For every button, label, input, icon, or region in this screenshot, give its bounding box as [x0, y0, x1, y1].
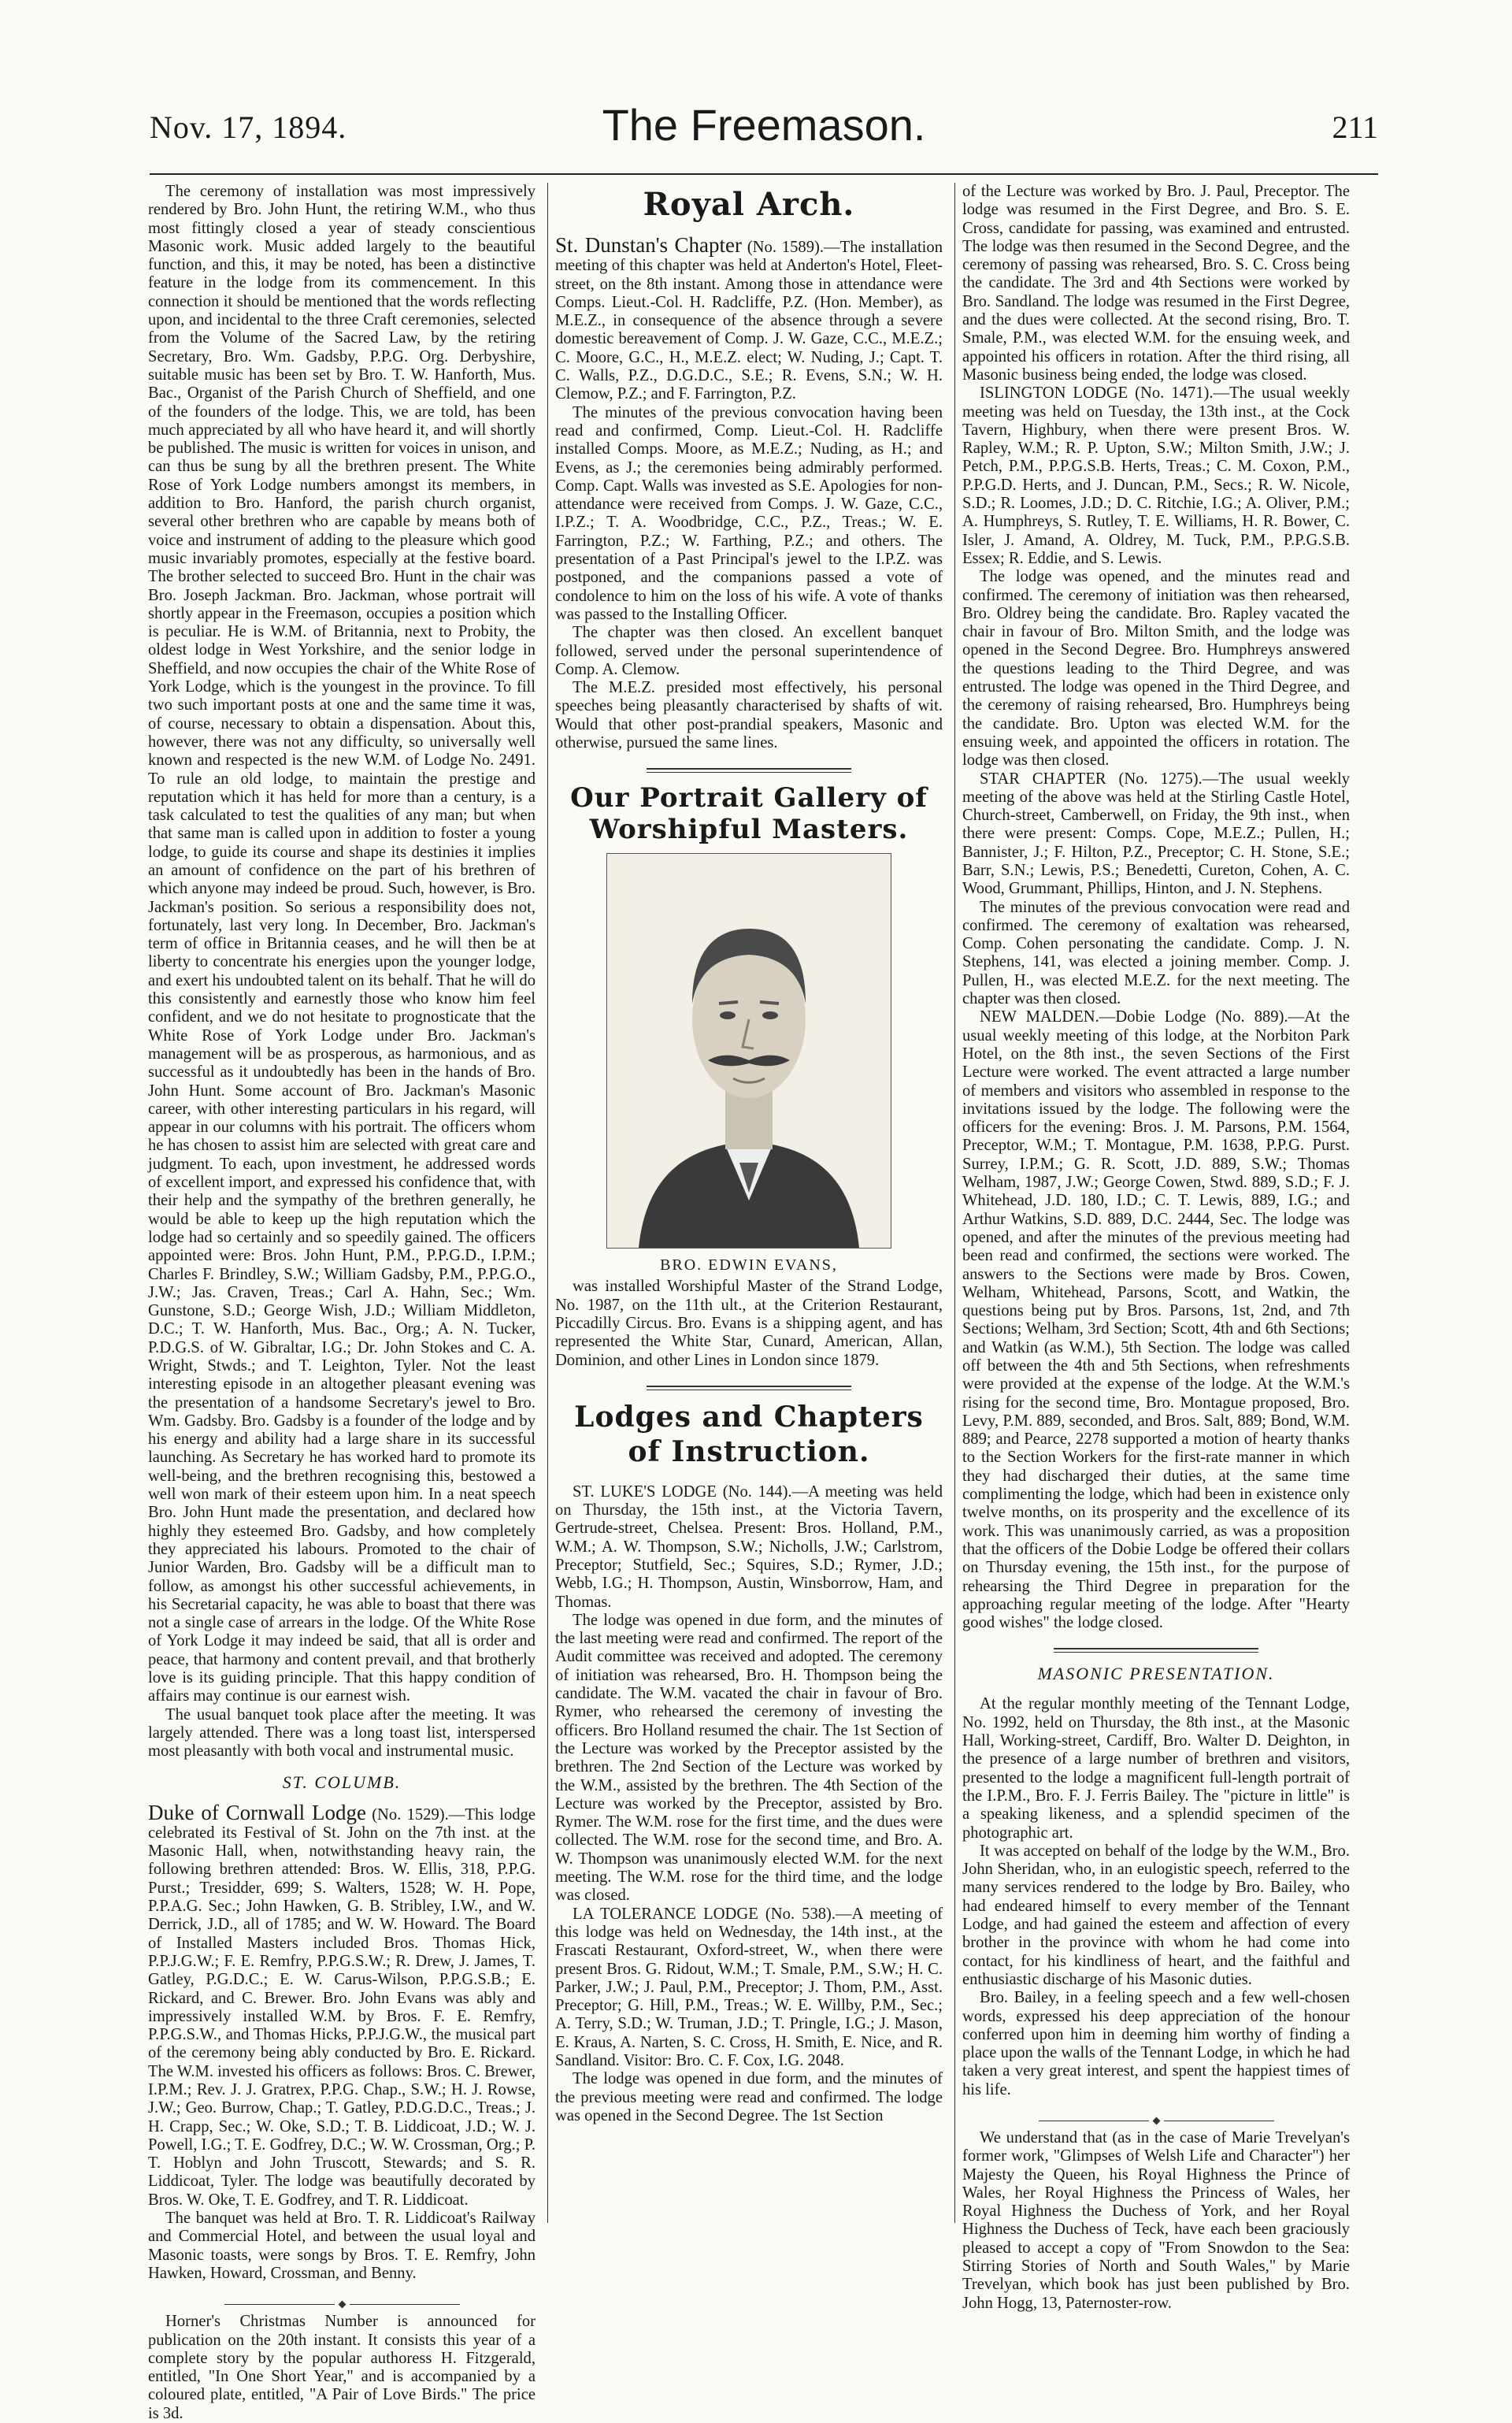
article-paragraph: The lodge was opened in due form, and the minutes of the previous meeting were read and confirmed. The lodge was opened in the Second Degree. The 1st Section — [555, 2070, 943, 2124]
page-number: 211 — [1332, 109, 1378, 145]
article-paragraph: The chapter was then closed. An excellent banquet followed, served under the personal superintendence of Comp. A. Clemow. — [555, 624, 943, 678]
article-paragraph: was installed Worshipful Master of the Strand Lodge, No. 1987, on the 11th ult., at the Criterion Restaurant, Piccadilly Circus. Bro. Evans is a shipping agent, and has represented the White Star, Cunard, American, Allan, Dominion, and other Lines in London since 1879. — [555, 1278, 943, 1369]
article-paragraph: The minutes of the previous convocation having been read and confirmed, Comp. Lieut.-Col. H. Radcliffe installed Comps. Moore, as M.E.Z.; Nuding, as H.; and Evens, as J.; the ceremonies being admirably performed. Comp. Capt. Walls was invested as S.E. Apologies for non-attendance were received from Comps. J. W. Gaze, C.C., I.P.Z.; T. A. Woodbridge, C.C., P.Z., Treas.; W. E. Farrington, P.Z.; W. Farthing, P.Z.; and others. The presentation of a Past Principal's jewel to the I.P.Z. was postponed, and the companions passed a vote of condolence to him on the loss of his wife. A vote of thanks was passed to the Installing Officer. — [555, 403, 943, 623]
column-rule — [954, 183, 955, 2223]
portrait-caption: BRO. EDWIN EVANS, — [660, 1256, 838, 1275]
article-paragraph: Bro. Bailey, in a feeling speech and a few well-chosen words, expressed his deep appreciation of the honour conferred upon him in deeming him worthy of finding a place upon the walls of the Tennant Lodge, in which he had taken a very great interest, and spent the happiest times of his life. — [962, 1989, 1350, 2098]
portrait-illustration — [607, 854, 891, 1248]
article-paragraph: NEW MALDEN.—Dobie Lodge (No. 889).—At the usual weekly meeting of this lodge, at the Norbiton Park Hotel, on the 8th inst., the seven Sections of the First Lecture were worked. The event attracted a large number of members and visitors who assembled in response to the invitations issued by the lodge. The following were the officers for the evening: Bros. J. M. Parsons, P.M. 1564, Preceptor, W.M.; T. Montague, P.M. 1638, P.P.G. Purst. Surrey, I.P.M.; G. R. Scott, J.D. 889, S.W.; Thomas Welham, 1987, J.W.; George Cowen, Stwd. 889, S.D.; F. J. Whitehead, J.D. 180, I.D.; C. T. Lewis, 889, I.G.; and Arthur Watkins, S.D. 889, D.C. 2444, Sec. The lodge was opened, and after the minutes of the previous meeting had been read and confirmed, the sections were worked. The answers to the Sections were made by Bros. Cowen, Welham, Whitehead, Parsons, Scott, and Watkin, the questions being put by Bros. Parsons, 1st, 2nd, and 7th Sections; Welham, 3rd Section; Scott, 4th and 6th Sections; and Watkin (as W.M.), 5th Section. The lodge was called off between the 4th and 5th Sections, when refreshments were provided at the expense of the lodge. At the W.M.'s rising for the second time, Bro. Montague proposed, Bro. Levy, P.M. 889, seconded, and Bros. Salt, 889; Bond, W.M. 889; and Pearce, 2278 supported a motion of hearty thanks to the Section Workers for the first-rate manner in which they had discharged their duties, at the same time complimenting the lodge, which had been in existence only twelve months, on its prosperity and the excellence of its work. This was unanimously carried, as was a proposition that the officers of the Dobie Lodge be offered their collars on Thursday evening, the 15th inst., for the purpose of rehearsing the Third Degree in preparation for the approaching regular meeting of the lodge. After "Hearty good wishes" the lodge closed. — [962, 1008, 1350, 1632]
lodges-of-instruction-heading: Lodges and Chapters of Instruction. — [574, 1400, 924, 1468]
article-paragraph: LA TOLERANCE LODGE (No. 538).—A meeting of this lodge was held on Wednesday, the 14th inst., at the Frascati Restaurant, Oxford-street, W., when there were present Bros. G. Ridout, W.M.; T. Smale, P.M., S.W.; H. C. Parker, J.W.; J. Paul, P.M., Preceptor; J. Thom, P.M., Asst. Preceptor; G. Hill, P.M., Treas.; W. E. Willby, P.M., Sec.; A. Terry, S.D.; W. Truman, J.D.; T. Pringle, I.G.; J. Mason, E. Kraus, A. Narten, S. C. Cross, H. Smith, E. Nice, and R. Sandland. Visitor: Bro. C. F. Cox, I.G. 2048. — [555, 1905, 943, 2069]
article-paragraph: The lodge was opened in due form, and the minutes of the last meeting were read and confirmed. The report of the Audit committee was received and adopted. The ceremony of initiation was rehearsed, Bro. H. Thompson being the candidate. The W.M. vacated the chair in favour of Bro. Rymer, who rehearsed the ceremony of investing the officers. Bro Holland resumed the chair. The 1st Section of the Lecture was worked by the Preceptor assisted by the brethren. The 2nd Section of the Lecture was worked by the W.M., assisted by the brethren. The 4th Section of the Lecture was worked by the Preceptor, assisted by Bro. Rymer. The W.M. rose for the first time, and the dues were collected. The W.M. rose for the second time, and Bro. A. W. Thompson was unanimously elected W.M. for the next meeting. The W.M. rose for the third time, and the lodge was closed. — [555, 1611, 943, 1905]
lodge-report-text: (No. 1529).—This lodge celebrated its Festival of St. John on the 7th inst. at the Masonic Hall, when, notwithstanding heavy rain, the following brethren attended: Bros. W. Ellis, 318, P.P.G. Purst.; Tresidder, 699; S. Walters, 1528; W. H. Pope, P.P.A.G. Sec.; John Hawken, G. B. Stribley, I.W., and W. Derrick, J.D., all of 1785; and W. W. Howard. The Board of Installed Masters included Bros. Thomas Hick, P.P.J.G.W.; F. E. Remfry, P.P.G.S.W.; R. Drew, J. James, T. Gatley, P.G.D.C.; E. W. Carus-Wilson, P.P.G.S.B.; E. Rickard, and C. Brewer. Bro. John Evans was ably and impressively installed W.M. by Bros. F. E. Remfry, P.P.G.S.W., and Thomas Hicks, P.P.J.G.W., the musical part of the ceremony being ably conducted by Bro. E. Rickard. The W.M. invested his officers as follows: Bros. C. Brewer, I.P.M.; Rev. J. J. Gratrex, P.P.G. Chap., S.W.; H. J. Rowse, J.W.; Geo. Burrow, Chap.; T. Gatley, P.D.G.D.C., Treas.; J. H. Crapp, Sec.; W. Oke, S.D.; T. B. Liddicoat, J.D.; W. J. Powell, I.G.; T. E. Godfrey, D.C.; W. W. Crossman, Org.; P. T. Hoblyn and John Truscott, Stewards; and S. R. Liddicoat, Tyler. The lodge was beautifully decorated by Bros. W. Oke, T. E. Godfrey, and T. R. Liddicoat. — [148, 1805, 536, 2209]
article-paragraph: The banquet was held at Bro. T. R. Liddicoat's Railway and Commercial Hotel, and between the usual loyal and Masonic toasts, were songs by Bros. T. E. Remfry, John Hawken, Howard, Crossman, and Benny. — [148, 2210, 536, 2282]
article-paragraph: ISLINGTON LODGE (No. 1471).—The usual weekly meeting was held on Tuesday, the 13th inst., at the Cock Tavern, Highbury, when there were present Bros. W. Rapley, W.M.; R. P. Upton, S.W.; Milton Smith, J.W.; J. Petch, P.M., P.P.G.S.B. Herts, Treas.; C. M. Coxon, P.M., P.P.G.D. Herts, and J. Duncan, P.M., Secs.; R. W. Nicole, S.D.; R. Loomes, J.D.; D. C. Ritchie, I.G.; A. Oliver, P.M.; A. Humphreys, S. Rutley, T. E. Williams, H. R. Bower, C. Isler, J. Amand, A. Oldrey, M. Tuck, P.M., P.P.G.S.B. Essex; R. Eddie, and S. Lewis. — [962, 384, 1350, 567]
chapter-name: St. Dunstan's Chapter — [555, 233, 742, 257]
article-paragraph: It was accepted on behalf of the lodge by the W.M., Bro. John Sheridan, who, in an eulogistic speech, referred to the many services rendered to the lodge by Bro. Bailey, who had endeared himself to every member of the Tennant Lodge, and had gained the esteem and affection of every brother in the province with whom he had come into contact, for his kindliness of heart, and the faithful and enthusiastic discharge of his Masonic duties. — [962, 1842, 1350, 1988]
lodge-report — [148, 1800, 536, 2210]
portrait-engraving — [606, 853, 891, 1249]
chapter-report — [555, 233, 943, 404]
notice-paragraph: We understand that (as in the case of Marie Trevelyan's former work, "Glimpses of Welsh Life and Character") her Majesty the Queen, his Royal Highness the Prince of Wales, her Royal Highness the Princess of Wales, her Royal Highness the Duchess of York, and her Royal Highness the Duchess of Teck, have each been graciously pleased to accept a copy of "From Snowdon to the Sea: Stirring Stories of North and South Wales," by Marie Trevelyan, which book has just been published by Bro. John Hogg, 13, Paternoster-row. — [962, 2128, 1350, 2312]
article-paragraph: The minutes of the previous convocation were read and confirmed. The ceremony of exaltation was rehearsed, Comp. Cohen personating the candidate. Comp. J. N. Stephens, 141, was elected a joining member. Comp. J. Pullen, H., was elected M.E.Z. for the next meeting. The chapter was then closed. — [962, 898, 1350, 1008]
separator-ornament — [962, 2113, 1350, 2118]
section-rule — [647, 768, 851, 773]
section-rule — [647, 1386, 851, 1390]
column-1 — [148, 183, 536, 2422]
publication-title: The Freemason. — [602, 100, 926, 150]
article-paragraph: The usual banquet took place after the meeting. It was largely attended. There was a long toast list, interspersed most pleasantly with both vocal and instrumental music. — [148, 1705, 536, 1761]
section-rule — [1054, 1648, 1258, 1653]
portrait-gallery-heading: Our Portrait Gallery of Worshipful Masters. — [570, 782, 928, 846]
article-paragraph: The M.E.Z. presided most effectively, his personal speeches being pleasantly characterised by shafts of wit. Would that other post-prandial speakers, Masonic and otherwise, pursued the same lines. — [555, 679, 943, 752]
lodge-name: Duke of Cornwall Lodge — [148, 1800, 366, 1824]
separator-ornament — [148, 2297, 536, 2302]
issue-date: Nov. 17, 1894. — [150, 109, 347, 145]
place-subheading: ST. COLUMB. — [282, 1772, 402, 1792]
article-paragraph: At the regular monthly meeting of the Tennant Lodge, No. 1992, held on Thursday, the 8th inst., at the Masonic Hall, Working-street, Cardiff, Bro. Walter D. Deighton, in the presence of a large number of brethren and visitors, presented to the lodge a magnificent full-length portrait of the I.P.M., Bro. F. J. Ferris Bailey. The "picture in little" is a speaking likeness, and a splendid specimen of the photographic art. — [962, 1695, 1350, 1842]
chapter-report-text: (No. 1589).—The installation meeting of this chapter was held at Anderton's Hotel, Fleet-street, on the 8th instant. Among those in attendance were Comps. Lieut.-Col. H. Radcliffe, P.Z. (Hon. Member), as M.E.Z., in consequence of the absence through a severe domestic bereavement of Comp. J. W. Gaze, C.C., M.E.Z.; C. Moore, G.C., H., M.E.Z. elect; W. Nuding, J.; Capt. T. C. Walls, P.Z., D.G.D.C., S.E.; R. Evens, S.N.; W. H. Clemow, P.Z.; and F. Farrington, P.Z. — [555, 239, 943, 403]
notice-paragraph: Horner's Christmas Number is announced for publication on the 20th instant. It consists this year of a complete story by the popular authoress H. Fitzgerald, entitled, "In One Short Year," and is accompanied by a coloured plate, entitled, "A Pair of Love Birds." The price is 3d. — [148, 2313, 536, 2422]
article-paragraph: The ceremony of installation was most impressively rendered by Bro. John Hunt, the retiring W.M., who thus most fittingly closed a year of steady conscientious Masonic work. Music added largely to the beautiful function, and this, it may be noted, has been a distinctive feature in the lodge from its commencement. In this connection it should be mentioned that the words reflecting upon, and incidental to the three Craft ceremonies, selected from the Volume of the Sacred Law, by the retiring Secretary, Bro. Wm. Gadsby, P.P.G. Org. Derbyshire, suitable music has been set by Bro. T. W. Hanforth, Mus. Bac., Organist of the Parish Church of Sheffield, and one of the founders of the lodge. This, we are told, has been much appreciated by all who have heard it, and will shortly be published. The music is written for voices in unison, and can thus be sung by all the brethren present. The White Rose of York Lodge numbers amongst its members, in addition to Bro. Hanford, the parish church organist, several other brethren who are capable by means both of voice and instrument of adding to the pleasure which good music invariably promotes, especially at the festive board. The brother selected to succeed Bro. Hunt in the chair was Bro. Joseph Jackman. Bro. Jackman, whose portrait will shortly appear in the Freemason, occupies a position which is peculiar. He is W.M. of Britannia, next to Probity, the oldest lodge in West Yorkshire, and the senior lodge in Sheffield, and now occupies the chair of the White Rose of York Lodge, which is the youngest in the province. To fill two such important posts at one and the same time it was, of course, necessary to obtain a dispensation. About this, however, there was not any difficulty, so universally well known and respected is the new W.M. of Lodge No. 2491. To rule an old lodge, to maintain the prestige and reputation which it has held for more than a century, is a task calculated to test the qualities of any man; but when that same man is called upon in addition to foster a young lodge, to guide its course and shape its destinies it implies an amount of confidence on the part of his brethren of which anyone may indeed be proud. Such, however, is Bro. Jackman's position. So serious a responsibility does not, fortunately, last very long. In December, Bro. Jackman's term of office in Britannia ceases, and he will then be at liberty to concentrate his energies upon the younger lodge, and exert his undoubted talent on its behalf. That he will do this consistently and earnestly those who know him feel confident, and we do not hesitate to prognosticate that the White Rose of York Lodge under Bro. Jackman's management will be as prosperous, as harmonious, and as successful as it undoubtedly has been in the hands of Bro. John Hunt. Some account of Bro. Jackman's Masonic career, with other interesting particulars in his regard, will appear in our columns with his portrait. The officers whom he has chosen to assist him are selected with great care and judgment. To each, upon investment, he addressed words of excellent import, and expressed his confidence that, with their help and the sympathy of the brethren generally, he would be able to keep up the high reputation which the lodge had so certainly and so speedily gained. The officers appointed were: Bros. John Hunt, P.M., P.P.G.D., I.P.M.; Charles F. Brindley, S.W.; William Gadsby, P.M., P.P.G.O., J.W.; Jas. Craven, Treas.; Carl A. Hahn, Sec.; Wm. Gunstone, S.D.; George Wish, J.D.; William Middleton, D.C.; T. W. Hanforth, Mus. Bac., Org.; A. N. Tucker, P.D.G.S. of W. Gibraltar, I.G.; Dr. John Stokes and C. A. Wright, Stwds.; and T. Leighton, Tyler. Not the least interesting episode in an altogether pleasant evening was the presentation of a handsome Secretary's jewel to Bro. Wm. Gadsby. Bro. Gadsby is a founder of the lodge and by his energy and ability had a large share in its successful launching. As Secretary he has worked hard to promote its well-being, and the brethren recognising this, bestowed a well won mark of their esteem upon him. In a neat speech Bro. John Hunt made the presentation, and declared how highly they esteemed Bro. Gadsby, and how completely they appreciated his labours. Promoted to the chair of Junior Warden, Bro. Gadsby will be a difficult man to follow, as amongst his other successful achievements, in his Secretarial capacity, he was able to boast that there was not a single case of arrears in the lodge. Of the White Rose of York Lodge it may indeed be said, that all is order and peace, that harmony and content prevail, and that brotherly love is its guiding principle. That this happy condition of affairs may continue is our earnest wish. — [148, 183, 536, 1705]
column-3 — [962, 183, 1350, 2312]
column-rule — [547, 183, 548, 2223]
article-paragraph: of the Lecture was worked by Bro. J. Paul, Preceptor. The lodge was resumed in the First Degree, and Bro. S. E. Cross, candidate for passing, was examined and entrusted. The lodge was then resumed in the Second Degree, and the ceremony of passing was rehearsed, Bro. S. C. Cross being the candidate. The 3rd and 4th Sections were worked by Bro. Sandland. The lodge was resumed in the First Degree, and the dues were collected. At the second rising, Bro. T. Smale, P.M., was elected W.M. for the ensuing week, and appointed his officers in rotation. After the third rising, all Masonic business being ended, the lodge was closed. — [962, 183, 1350, 384]
presentation-subheading: MASONIC PRESENTATION. — [1037, 1664, 1275, 1684]
masthead — [150, 95, 1378, 175]
article-paragraph: The lodge was opened, and the minutes read and confirmed. The ceremony of initiation was then rehearsed, Bro. Oldrey being the candidate. Bro. Rapley vacated the chair in favour of Bro. Milton Smith, and the lodge was opened in the Second Degree. Bro. Humphreys answered the questions leading to the Third Degree, and was entrusted. The lodge was opened in the Third Degree, and the ceremony of raising rehearsed, Bro. Humphreys being the candidate. Bro. Upton was elected W.M. for the ensuing week, and appointed the officers in rotation. The lodge was then closed. — [962, 568, 1350, 770]
article-paragraph: STAR CHAPTER (No. 1275).—The usual weekly meeting of the above was held at the Stirling Castle Hotel, Church-street, Camberwell, on Friday, the 9th inst., when there were present: Comps. Cope, M.E.Z.; Pullen, H.; Bannister, J.; F. Hilton, P.Z., Preceptor; C. H. Stone, S.E.; Barr, S.N.; Lewis, P.S.; Benedetti, Cureton, Cohen, A. C. Wood, Grummant, Phillips, Hinton, and J. N. Stephens. — [962, 770, 1350, 898]
column-2 — [555, 183, 943, 2231]
article-paragraph: ST. LUKE'S LODGE (No. 144).—A meeting was held on Thursday, the 15th inst., at the Victoria Tavern, Gertrude-street, Chelsea. Present: Bros. Holland, P.M., W.M.; A. W. Thompson, S.W.; Nicholls, J.W.; Carlstrom, Preceptor; Stutfield, Sec.; Squires, S.D.; Rymer, J.D.; Webb, I.G.; H. Thompson, Austin, Winsborrow, Ham, and Thomas. — [555, 1482, 943, 1611]
royal-arch-heading: Royal Arch. — [643, 186, 855, 223]
